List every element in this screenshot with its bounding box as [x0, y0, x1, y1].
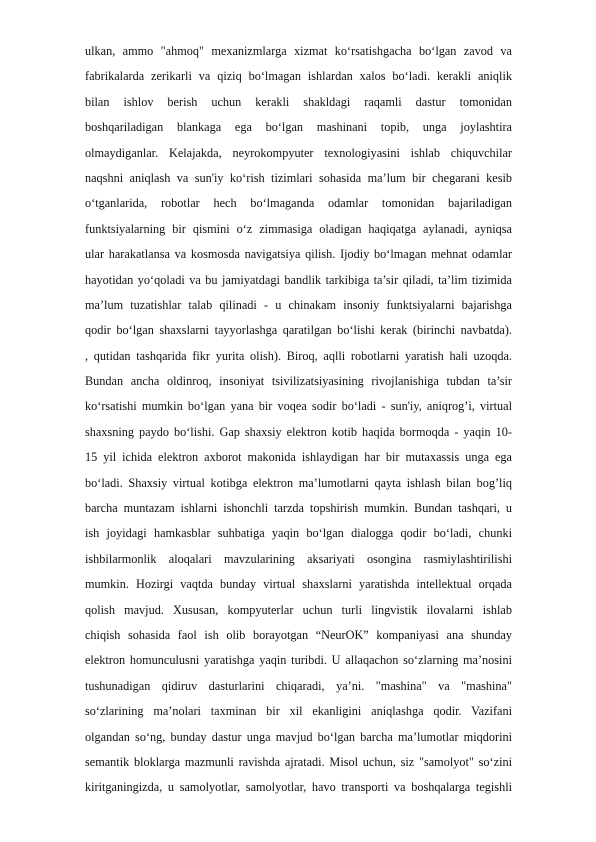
text-line: qolish mavjud. Xususan, kompyuterlar uchun turli lingvistik ilovalarni ishlab — [85, 602, 512, 617]
text-line: ishbilarmonlik aloqalari mavzularining aksariyati osongina rasmiylashtirilishi — [85, 551, 512, 566]
text-line: barcha muntazam ishlarni ishonchli tarzda topshirish mumkin. Bundan tashqari, u — [85, 501, 512, 516]
text-line: , qutidan tashqarida fikr yurita olish). Biroq, aqlli robotlarni yaratish hali uzoqda. — [85, 348, 512, 363]
text-line: ulkan, ammo "ahmoq" mexanizmlarga xizmat ko‘rsatishgacha bo‘lgan zavod va — [85, 44, 512, 58]
text-line: boshqariladigan blankaga ega bo‘lgan mashinani topib, unga joylashtira — [85, 120, 512, 135]
text-line: semantik bloklarga mazmunli ravishda ajratadi. Misol uchun, siz "samolyot" so‘zini — [85, 754, 512, 769]
text-line: ko‘rsatishi mumkin bo‘lgan yana bir voqea sodir bo‘ladi - sun'iy, aniqrog’i, virtual — [85, 399, 512, 414]
text-line: qodir bo‘lgan shaxslarni tayyorlashga qaratilgan bo‘lishi kerak (birinchi navbatda). — [85, 323, 512, 338]
body-paragraph — [85, 39, 512, 801]
text-line: mumkin. Hozirgi vaqtda bunday virtual shaxslarni yaratishda intellektual orqada — [85, 577, 512, 592]
text-line: ish joyidagi hamkasblar suhbatiga yaqin bo‘lgan dialogga qodir bo‘ladi, chunki — [85, 526, 512, 541]
text-line: tushunadigan qidiruv dasturlarini chiqaradi, ya’ni. "mashina" va "mashina" — [85, 678, 512, 693]
text-line: hayotidan yo‘qoladi va bu jamiyatdagi bandlik tarkibiga ta’sir qiladi, ta’lim tizimida — [85, 272, 512, 287]
text-line: bo‘ladi. Shaxsiy virtual kotibga elektron ma’lumotlarni qayta ishlash bilan bog’liq — [85, 475, 512, 490]
text-line: o‘tganlarida, robotlar hech bo‘lmaganda odamlar tomonidan bajariladigan — [85, 196, 512, 211]
text-line: Bundan ancha oldinroq, insoniyat tsivilizatsiyasining rivojlanishiga tubdan ta’sir — [85, 374, 512, 389]
text-line: chiqish sohasida faol ish olib borayotgan “NeurOK” kompaniyasi ana shunday — [85, 627, 512, 642]
text-line: 15 yil ichida elektron axborot makonida ishlaydigan har bir mutaxassis unga ega — [85, 450, 512, 465]
text-line: olgandan so‘ng, bunday dastur unga mavjud bo‘lgan barcha ma’lumotlar miqdorini — [85, 729, 512, 744]
text-line: shaxsning paydo bo‘lishi. Gap shaxsiy elektron kotib haqida bormoqda - yaqin 10- — [85, 424, 512, 439]
text-line: elektron homunculusni yaratishga yaqin turibdi. U allaqachon so‘zlarning ma’nosini — [85, 653, 512, 668]
text-line: ma’lum tuzatishlar talab qilinadi - u chinakam insoniy funktsiyalarni bajarishga — [85, 297, 512, 312]
text-line: kiritganingizda, u samolyotlar, samolyotlar, havo transporti va boshqalarga tegishli — [85, 780, 512, 795]
text-line: ular harakatlansa va kosmosda navigatsiya qilish. Ijodiy bo‘lmagan mehnat odamlar — [85, 247, 512, 262]
text-line: bilan ishlov berish uchun kerakli shakldagi raqamli dastur tomonidan — [85, 94, 512, 109]
text-line: naqshni aniqlash va sun'iy ko‘rish tizimlari sohasida ma’lum bir chegarani kesib — [85, 170, 512, 185]
text-line: funktsiyalarning bir qismini o‘z zimmasiga oladigan haqiqatga aylanadi, ayniqsa — [85, 221, 512, 236]
text-line: olmaydiganlar. Kelajakda, neyrokompyuter texnologiyasini ishlab chiquvchilar — [85, 145, 512, 160]
text-line: so‘zlarining ma’nolari taxminan bir xil ekanligini aniqlashga qodir. Vazifani — [85, 704, 512, 719]
text-line: fabrikalarda zerikarli va qiziq bo‘lmagan ishlardan xalos bo‘ladi. kerakli aniqlik — [85, 69, 512, 84]
